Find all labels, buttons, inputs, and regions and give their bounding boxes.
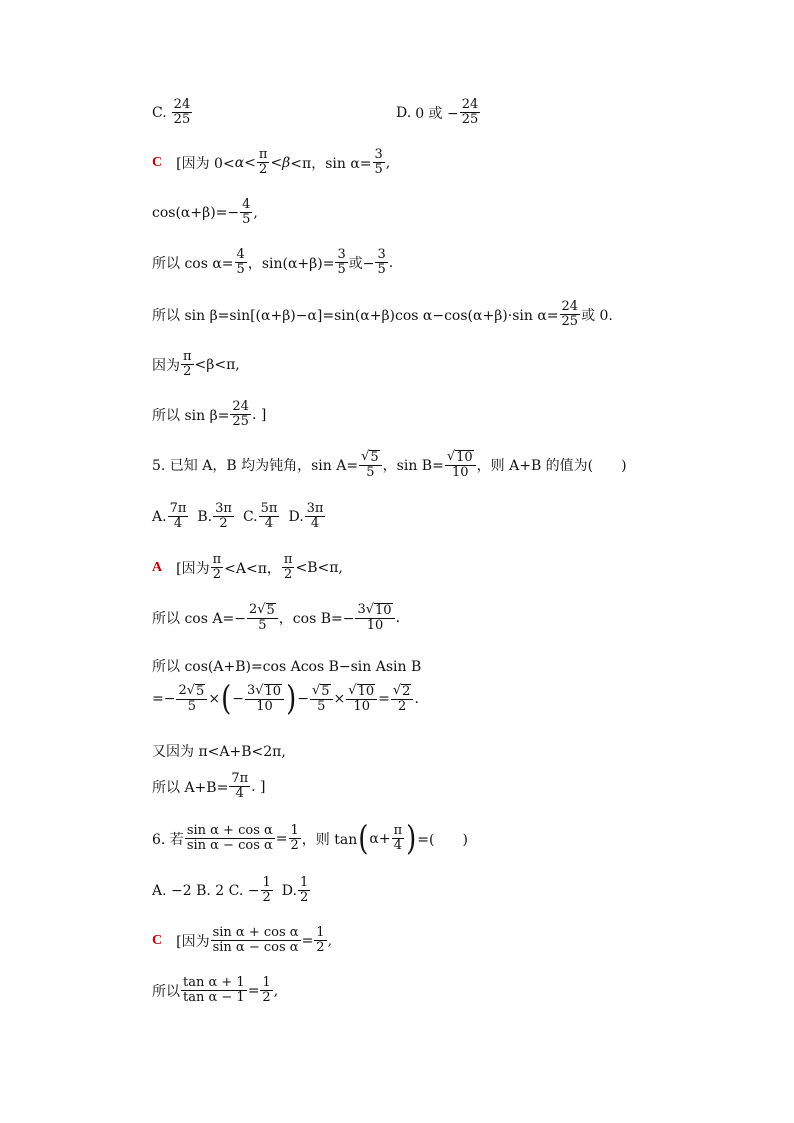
text: <β<π,	[194, 356, 240, 373]
text: 所以 cos α=	[152, 255, 234, 272]
text: <	[270, 154, 283, 171]
fraction-7pi-4: $\frac{7\pi}{4}$	[231, 771, 249, 802]
option-d-label: D.	[281, 882, 297, 899]
option-a-label: A.	[152, 508, 167, 525]
text: ×	[333, 691, 346, 708]
option-c-fraction: $\frac{1}{2}$	[262, 875, 271, 906]
text: 又因为 π<A+B<2π,	[152, 744, 286, 760]
text: ，cos B=−	[278, 611, 355, 628]
option-d	[396, 98, 481, 128]
fraction-4-5: $\frac{4}{5}$	[242, 197, 251, 228]
options-row-4	[152, 98, 193, 128]
text: .	[414, 691, 419, 708]
fraction-sqrt2-2: √ 2 2	[391, 684, 414, 715]
option-d-fraction: $\frac{3\pi}{4}$	[306, 501, 324, 532]
text: =	[378, 691, 390, 708]
text: <π，sin α=	[290, 155, 372, 172]
pi-over-2: $\frac{\pi}{2}$	[183, 349, 192, 380]
text: <	[244, 154, 256, 171]
text: ，sin(α+β)=	[247, 255, 335, 272]
answer-5-line-3	[152, 656, 421, 676]
text: 所以 cos(A+B)=cos Acos B−sin Asin B	[152, 659, 422, 675]
option-c-fraction: $\frac{5\pi}{4}$	[260, 501, 278, 532]
pi-over-4: $\frac{\pi}{4}$	[393, 823, 403, 854]
question-6: 6. 若 $\frac{\text{sin α + cos α}}{\text{sin α − cos α}}$ = $\frac{1}{2}$ ，则 tan ( α+ $\frac{\pi}{4}$ ) =( )	[152, 819, 468, 859]
fraction-3-5: $\frac{3}{5}$	[374, 147, 383, 178]
question-text: ，则 tan	[301, 831, 358, 848]
text: <A<π，	[224, 560, 281, 577]
text: 因为	[152, 357, 180, 374]
text: 所以	[152, 983, 180, 1000]
cos-a-value: 2 √ 5 5	[247, 603, 278, 634]
text: ×	[208, 691, 221, 708]
fraction-1-2: $\frac{1}{2}$	[290, 823, 299, 854]
fraction-sqrt5-5: √ 5 5	[310, 684, 333, 715]
option-d-fraction: $\frac{24}{25}$	[461, 97, 479, 128]
answer-5-line-2	[152, 603, 400, 634]
answer-4-line-5	[152, 350, 240, 380]
answer-letter: C	[152, 932, 163, 948]
fraction-1-2: $\frac{1}{2}$	[262, 975, 271, 1006]
text: <B<π,	[295, 559, 343, 576]
option-d-fraction: $\frac{1}{2}$	[299, 875, 309, 906]
option-d-label: D.	[288, 508, 304, 525]
fraction-24-25: $\frac{24}{25}$	[561, 299, 579, 330]
text: [因为 0<	[176, 155, 235, 172]
text: =	[247, 982, 260, 999]
text: . ]	[251, 406, 267, 423]
text: 或−	[348, 255, 375, 272]
text: .	[395, 610, 401, 627]
fraction-1-2: $\frac{1}{2}$	[316, 925, 325, 956]
alpha: α	[234, 154, 245, 171]
question-text: ，则 A+B 的值为( )	[476, 458, 627, 475]
options-row-5	[152, 502, 326, 532]
fraction-3sqrt10-10: 3 √ 10 10	[245, 684, 284, 715]
text: . ]	[251, 778, 266, 795]
option-d-text: 0 或 −	[415, 105, 459, 122]
fraction-4-5: $\frac{4}{5}$	[236, 247, 245, 278]
beta: β	[282, 154, 291, 171]
answer-letter: A	[152, 559, 163, 575]
text: 所以 cos A=−	[152, 611, 246, 628]
answer-4-line-3	[152, 248, 393, 278]
fraction-sqrt10-10: √ 10 10	[346, 684, 377, 715]
text: 所以 A+B=	[152, 779, 229, 796]
text: ,	[253, 204, 258, 221]
text: .	[388, 254, 394, 271]
sqrt5-over-5: √ 5 5	[359, 450, 382, 481]
text: =	[301, 932, 314, 949]
pi-over-2: $\frac{\pi}{2}$	[283, 552, 293, 583]
question-text: =( )	[417, 831, 468, 848]
text: 或 0.	[581, 307, 613, 324]
answer-4-line-4	[152, 300, 613, 330]
text: =−	[152, 691, 176, 708]
answer-5-line-4: =− 2 √ 5 5 × ( − 3 √ 10 10 ) − √ 5 5 × √ 10 10 = √ 2 2 .	[152, 679, 419, 719]
answer-6-line-2	[152, 976, 278, 1006]
option-d-label: D.	[396, 104, 412, 121]
text: [因为	[176, 933, 210, 950]
fraction-2sqrt5-5: 2 √ 5 5	[176, 684, 207, 715]
text: ,	[273, 982, 279, 999]
fraction-3-5: $\frac{3}{5}$	[377, 247, 386, 278]
sqrt10-over-10: √ 10 10	[445, 450, 476, 481]
answer-5-line-6	[152, 772, 266, 802]
options-row-6	[152, 876, 311, 906]
pi-over-2: $\frac{\pi}{2}$	[212, 552, 222, 583]
text: cos(α+β)=−	[152, 204, 240, 221]
pi-over-2: $\frac{\pi}{2}$	[258, 147, 268, 178]
options-text: A. −2 B. 2 C. −	[152, 882, 260, 899]
answer-letter: C	[152, 154, 163, 170]
answer-4-line-6	[152, 400, 266, 430]
answer-6-line-1	[152, 926, 332, 956]
text: −	[232, 691, 244, 708]
text: 所以 sin β=	[152, 407, 230, 424]
answer-4-line-2	[152, 198, 258, 228]
sin-cos-fraction: $\frac{\text{sin α + cos α}}{\text{sin α − cos α}}$	[186, 823, 273, 854]
option-c-fraction: $\frac{24}{25}$	[173, 97, 191, 128]
option-a-fraction: $\frac{7\pi}{4}$	[169, 501, 187, 532]
question-5	[152, 450, 627, 481]
option-c-label: C.	[242, 508, 258, 525]
question-text: 6. 若	[152, 831, 184, 848]
question-text: ，sin B=	[382, 458, 444, 475]
option-b-label: B.	[197, 508, 213, 525]
answer-5-line-5	[152, 741, 286, 761]
question-text: 5. 已知 A，B 均为钝角，sin A=	[152, 458, 359, 475]
fraction-3-5: $\frac{3}{5}$	[337, 247, 346, 278]
answer-5-line-1	[152, 553, 343, 583]
text: α+	[369, 830, 391, 847]
text: −	[297, 691, 309, 708]
fraction-24-25: $\frac{24}{25}$	[232, 399, 249, 430]
option-c-label: C.	[152, 104, 167, 121]
text: ,	[327, 932, 333, 949]
text: =	[275, 830, 288, 847]
text: ,	[385, 154, 391, 171]
option-b-fraction: $\frac{3\pi}{2}$	[215, 501, 232, 532]
text: [因为	[176, 560, 210, 577]
text: 所以 sin β=sin[(α+β)−α]=sin(α+β)cos α−cos(α+β)·sin α=	[152, 307, 559, 324]
sin-cos-fraction: $\frac{\text{sin α + cos α}}{\text{sin α − cos α}}$	[212, 925, 299, 956]
answer-4-line-1	[152, 148, 390, 178]
tan-fraction: $\frac{\text{tan α + 1}}{\text{tan α − 1}}$	[183, 975, 245, 1006]
cos-b-value: 3 √ 10 10	[355, 603, 394, 634]
